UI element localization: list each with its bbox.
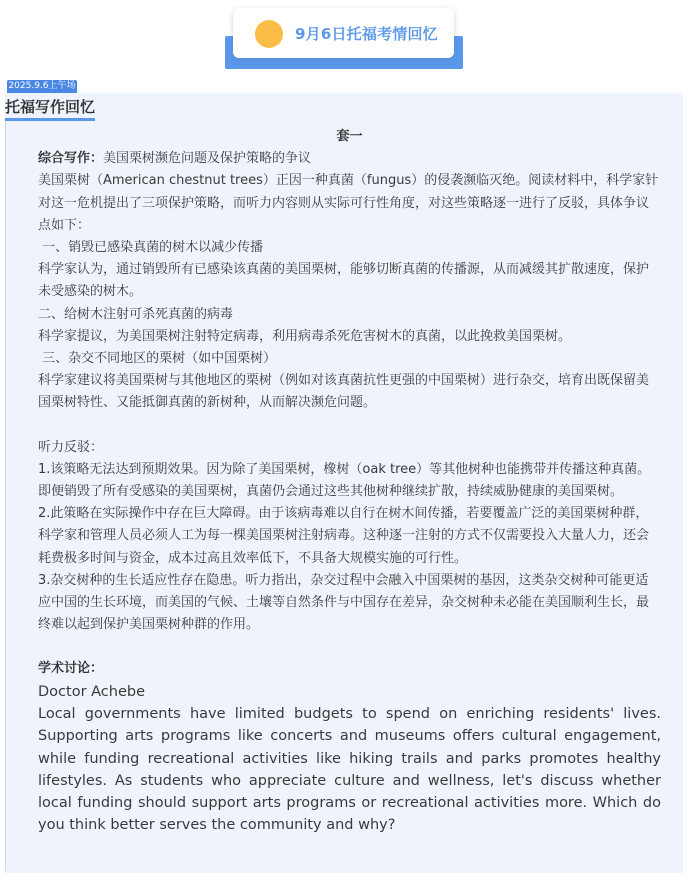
rebuttal-2: 2.此策略在实际操作中存在巨大障碍。由于该病毒难以自行在树木间传播，若要覆盖广泛的美国栗树种群，科学家和管理人员必须人工为每一棵美国栗树注射病毒。这种逐一注射的方式不仅需要投入大量人力，还会耗费极多时间与资金，成本过高且效率低下，不具备大规模实施的可行性。 — [38, 506, 650, 566]
document-body — [38, 126, 661, 837]
strategy1-text: 科学家认为，通过销毁所有已感染该真菌的美国栗树，能够切断真菌的传播源，从而减缓其扩散速度，保护未受感染的树木。 — [38, 262, 650, 300]
header-banner — [233, 8, 454, 58]
banner-title: 9月6日托福考情回忆 — [295, 25, 438, 43]
spacer — [38, 415, 661, 437]
discussion-prompt: Local governments have limited budgets to spend on enriching residents' lives. Supporting arts programs like concerts and museums offers cultural engagement, while funding recreational activities like hiking trails and parks promotes healthy lifestyles. As students who appreciate culture and wellness, let's discuss whether local funding should support arts programs or recreational activities more. Which do you think better serves the community and why? — [38, 705, 661, 834]
rebuttal-3: 3.杂交树种的生长适应性存在隐患。听力指出，杂交过程中会融入中国栗树的基因，这类杂交树种可能更适应中国的生长环境，而美国的气候、土壤等自然条件与中国存在差异，杂交树种未必能在美国顺利生长，最终难以起到保护美国栗树种群的作用。 — [38, 572, 650, 633]
section-underline — [5, 118, 95, 121]
strategy3-text: 科学家建议将美国栗树与其他地区的栗树（例如对该真菌抗性更强的中国栗树）进行杂交，培育出既保留美国栗树特性、又能抵御真菌的新树种，从而解决濒危问题。 — [38, 373, 650, 411]
professor-name: Doctor Achebe — [38, 683, 146, 700]
rebuttal-1: 1.该策略无法达到预期效果。因为除了美国栗树，橡树（oak tree）等其他树种也能携带并传播这种真菌。即便销毁了所有受感染的美国栗树，真菌仍会通过这些其他树种继续扩散，持续威胁健康的美国栗树。 — [38, 461, 651, 500]
strategy2-title: 二、给树木注射可杀死真菌的病毒 — [38, 306, 234, 322]
academic-label: 学术讨论： — [38, 661, 104, 677]
panel-divider — [5, 121, 6, 871]
circle-icon — [255, 20, 283, 48]
integrated-topic: 美国栗树濒危问题及保护策略的争议 — [103, 151, 312, 167]
intro-paragraph: 美国栗树（American chestnut trees）正因一种真菌（fungus）的侵袭濒临灭绝。阅读材料中，科学家针对这一危机提出了三项保护策略，而听力内容则从实际可行性角度，对这些策略逐一进行了反驳，具体争议点如下： — [38, 173, 659, 233]
section-title: 托福写作回忆 — [5, 98, 96, 116]
strategy3-title: 三、杂交不同地区的栗树（如中国栗树） — [38, 351, 277, 367]
listening-label: 听力反驳： — [38, 439, 104, 455]
set-label: 套一 — [336, 129, 363, 144]
strategy2-text: 科学家提议，为美国栗树注射特定病毒，利用病毒杀死危害树木的真菌，以此挽救美国栗树。 — [38, 328, 572, 344]
spacer — [38, 636, 661, 658]
integrated-heading — [38, 148, 661, 170]
strategy1-title: 一、销毁已感染真菌的树木以减少传播 — [38, 240, 264, 256]
integrated-label: 综合写作： — [38, 151, 104, 167]
date-tag: 2025.9.6上午场 — [8, 81, 76, 91]
